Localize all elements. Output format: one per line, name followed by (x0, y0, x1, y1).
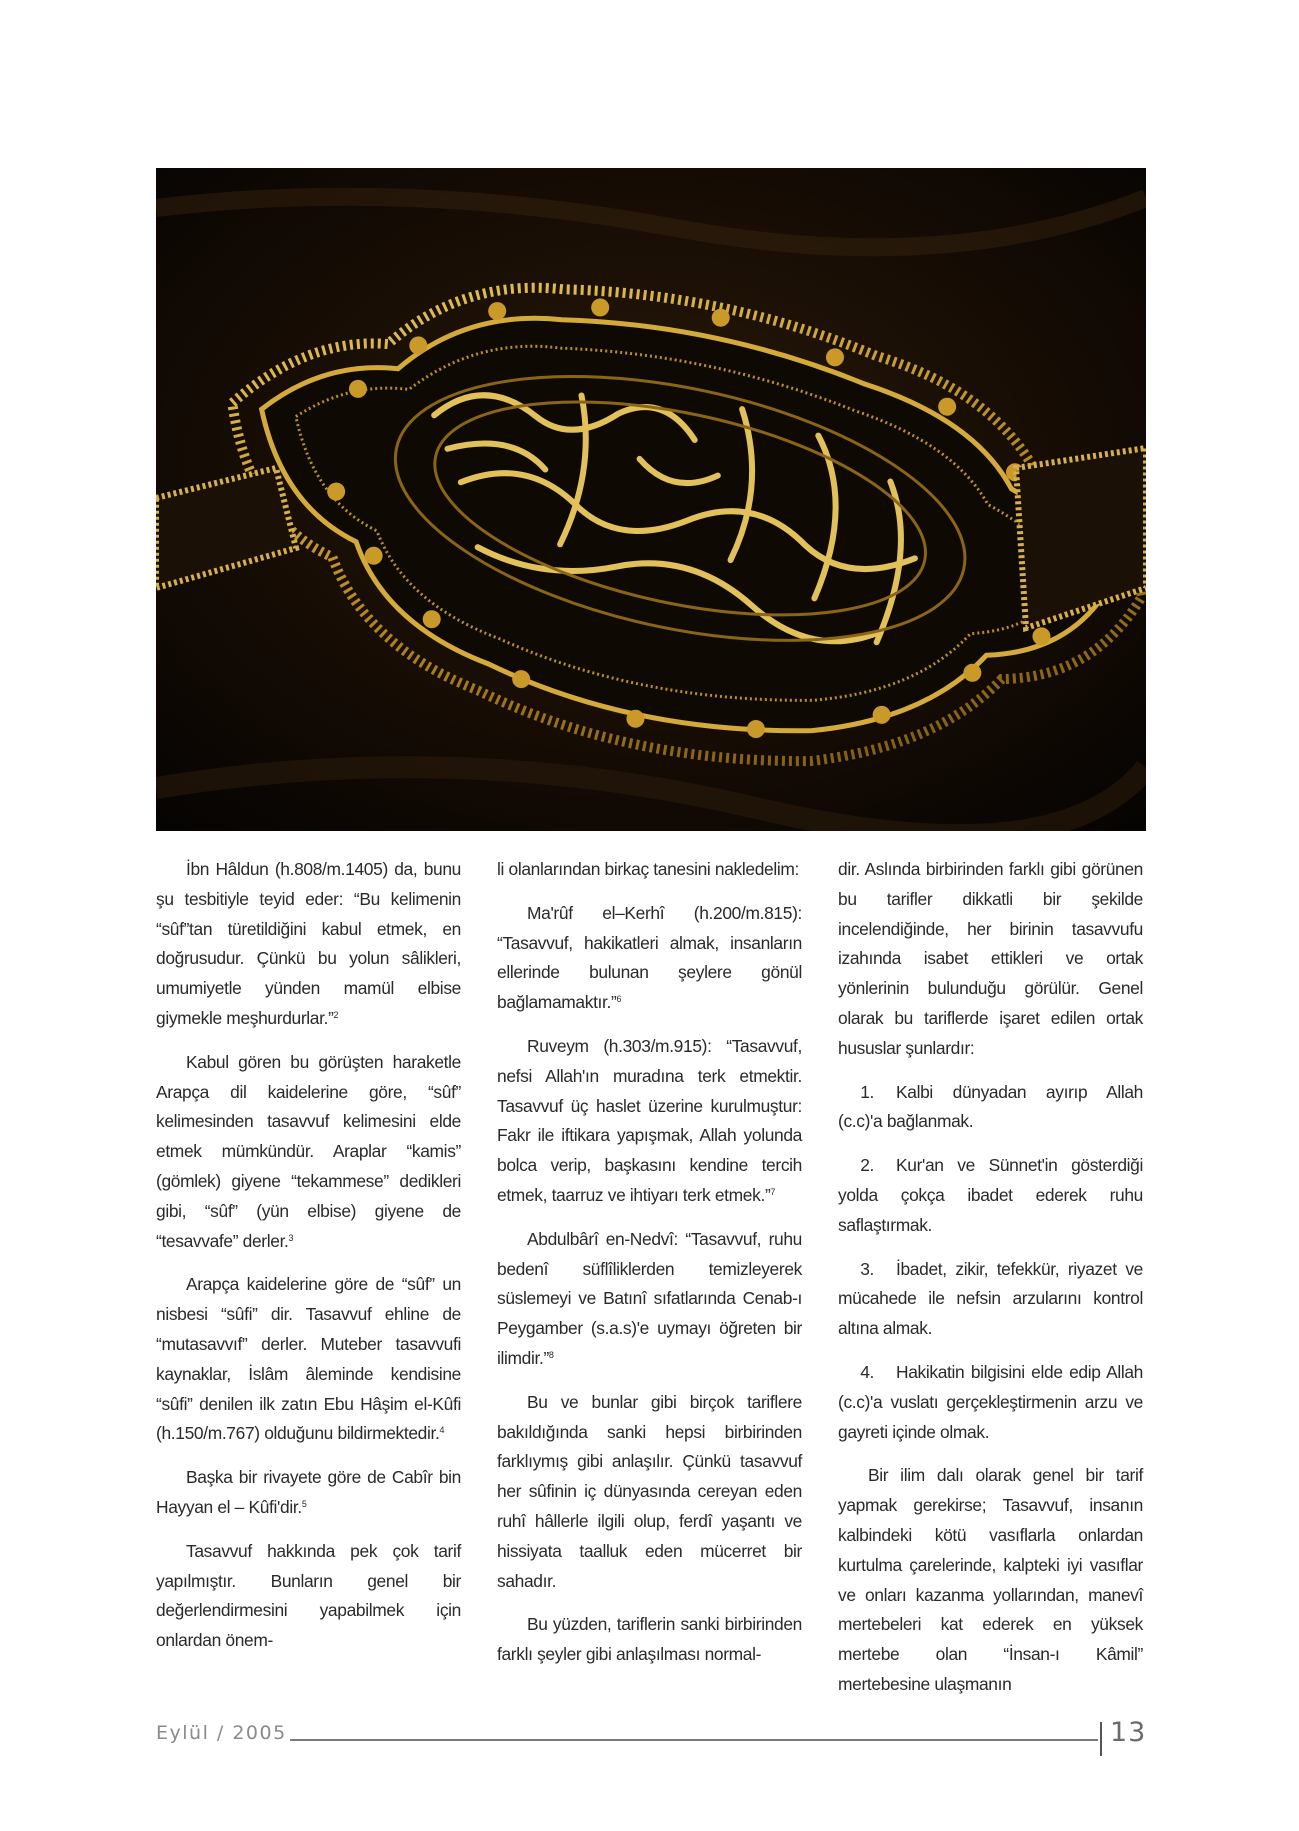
paragraph: Tasavvuf hakkında pek çok tarif yapılmıştır. Bunların genel bir değerlendirmesini yapabilmek için onlardan önem- (156, 1540, 461, 1651)
paragraph: Bu yüzden, tariflerin sanki birbirinden farklı şeyler gibi anlaşılması normal- (497, 1614, 802, 1665)
list-item: 4. Hakikatin bilgisini elde edip Allah (c.c)'a vuslatı gerçekleştirmenin arzu ve gayreti içinde olmak. (838, 1361, 1143, 1442)
list-item: 2. Kur'an ve Sünnet'in gösterdiği yolda çokça ibadet ederek ruhu saflaştırmak. (838, 1155, 1143, 1235)
list-item: 1. Kalbi dünyadan ayırıp Allah (c.c)'a bağlanmak. (838, 1081, 1143, 1132)
paragraph: Ma'rûf el–Kerhî (h.200/m.815): “Tasavvuf, hakikatleri almak, insanların ellerinde bulunan şeylere gönül bağlamamaktır.”$^6$ (497, 902, 802, 1013)
paragraph: Başka bir rivayete göre de Cabîr bin Hayyan el – Kûfi'dir.$^5$ (156, 1467, 461, 1517)
paragraph: dir. Aslında birbirinden farklı gibi görünen bu tarifler dikkatli bir şekilde incelendiğinde, her birinin tasavvufu izahında isabet ettikleri ve ortak yönlerinin bulunduğu görülür. Genel olarak bu tariflerde işaret edilen ortak hususlar şunlardır: (838, 859, 1143, 1058)
text-column-1 (156, 855, 461, 1670)
page-number: 13 (1110, 1717, 1147, 1748)
issue-date: Eylül / 2005 (156, 1722, 287, 1744)
list-item: 3. İbadet, zikir, tefekkür, riyazet ve mücahede ile nefsin arzularını kontrol altına almak. (838, 1258, 1143, 1339)
paragraph: Abdulbârî en-Nedvî: “Tasavvuf, ruhu bedenî süflîliklerden temizleyerek süslemeyi ve Batınî sıfatlarında Cenab-ı Peygamber (s.a.s)'e uymayı öğreten bir ilimdir.”$^8$ (497, 1228, 802, 1368)
paragraph: İbn Hâldun (h.808/m.1405) da, bunu şu tesbitiyle teyid eder: “Bu kelimenin “sûf”tan türetildiğini kabul etmek, en doğrusudur. Çünkü bu yolun sâlikleri, umumiyetle yünden mamül elbise giymekle meşhurdurlar.”$^2$ (156, 859, 461, 1028)
text-column-2 (497, 855, 802, 1684)
paragraph: Arapça kaidelerine göre de “sûf” un nisbesi “sûfi” dir. Tasavvuf ehline de “mutasavvıf” derler. Muteber tasavvufi kaynaklar, İslâm âleminde kendisine “sûfi” denilen ilk zatın Ebu Hâşim el-Kûfi (h.150/m.767) olduğunu bildirmektedir.$^4$ (156, 1274, 461, 1444)
paragraph: Bir ilim dalı olarak genel bir tarif yapmak gerekirse; Tasavvuf, insanın kalbindeki kötü vasıflarla onlardan kurtulma çarelerinde, kalpteki iyi vasıflar ve onları kazanma yollarından, manevî mertebeleri kat ederek en yüksek mertebe olan “İnsan-ı Kâmil” mertebesine ulaşmanın (838, 1465, 1143, 1694)
footer-divider (1100, 1722, 1102, 1756)
paragraph: li olanlarından birkaç tanesini nakledelim: (497, 859, 800, 879)
footer-rule (290, 1739, 1098, 1741)
text-column-3 (838, 855, 1143, 1714)
paragraph: Bu ve bunlar gibi birçok tariflere bakıldığında sanki hepsi birbirinden farklıymış gibi anlaşılır. Çünkü tasavvuf her sûfinin iç dünyasında cereyan eden ruhî hâllerle ilgili olup, ferdî yaşantı ve hissiyata taalluk eden mücerret bir sahadır. (497, 1391, 802, 1591)
paragraph: Kabul gören bu görüşten haraketle Arapça dil kaidelerine göre, “sûf” kelimesinden tasavvuf kelimesini elde etmek mümkündür. Araplar “kamis” (gömlek) giyene “tekammese” dedikleri gibi, “sûf” (yün elbise) giyene de “tesavvafe” derler.$^3$ (156, 1051, 461, 1251)
embroidery-photo (156, 168, 1146, 831)
embroidery-illustration (156, 168, 1146, 831)
paragraph: Ruveym (h.303/m.915): “Tasavvuf, nefsi Allah'ın muradına terk etmektir. Tasavvuf üç haslet üzerine kurulmuştur: Fakr ile iftikara yapışmak, Allah yolunda bolca verip, başkasını kendine tercih etmek, taarruz ve ihtiyarı terk etmek.”$^7$ (497, 1035, 802, 1205)
